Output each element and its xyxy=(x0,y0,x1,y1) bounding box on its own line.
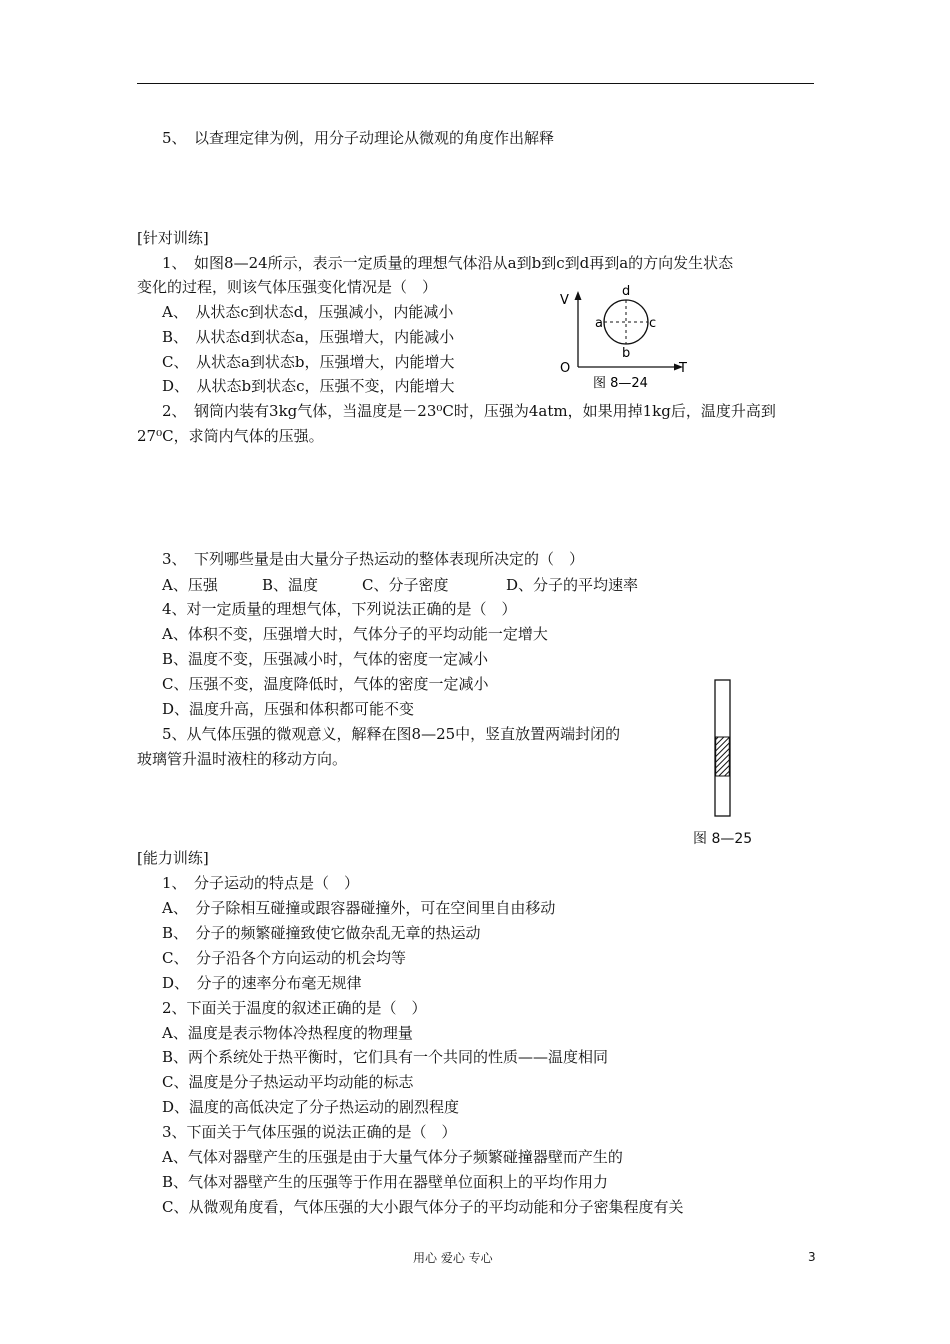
s2-q3-stem: 3、下面关于气体压强的说法正确的是（ ） xyxy=(162,1123,457,1141)
q4-option-b: B、温度不变，压强减小时，气体的密度一定减小 xyxy=(162,650,489,668)
q4-option-c: C、压强不变，温度降低时，气体的密度一定减小 xyxy=(162,675,489,693)
s2-q1-stem: 1、 分子运动的特点是（ ） xyxy=(162,874,360,892)
s2-q1-option-c: C、 分子沿各个方向运动的机会均等 xyxy=(162,949,406,967)
q1-stem-line2: 变化的过程，则该气体压强变化情况是（ ） xyxy=(137,278,438,296)
s2-q1-option-a: A、 分子除相互碰撞或跟容器碰撞外，可在空间里自由移动 xyxy=(162,899,556,917)
q3-option-a: A、压强 xyxy=(162,576,218,594)
q4-option-a: A、体积不变，压强增大时，气体分子的平均动能一定增大 xyxy=(162,625,548,643)
q2-stem-line1: 2、 钢筒内装有3kg气体，当温度是－23⁰C时，压强为4atm，如果用掉1kg后，温度升高到 xyxy=(162,402,776,420)
state-c-label: c xyxy=(649,316,657,331)
s2-q2-option-a: A、温度是表示物体冷热程度的物理量 xyxy=(162,1024,413,1042)
section-title-ability-training: [能力训练] xyxy=(137,849,209,867)
q3-option-b: B、温度 xyxy=(262,576,319,594)
header-rule xyxy=(137,83,814,84)
s2-q2-option-b: B、两个系统处于热平衡时，它们具有一个共同的性质——温度相同 xyxy=(162,1048,609,1066)
q3-option-d: D、分子的平均速率 xyxy=(506,576,639,594)
s2-q3-option-c: C、从微观角度看，气体压强的大小跟气体分子的平均动能和分子密集程度有关 xyxy=(162,1198,684,1216)
q4-option-d: D、温度升高，压强和体积都可能不变 xyxy=(162,700,415,718)
s2-q1-option-b: B、 分子的频繁碰撞致使它做杂乱无章的热运动 xyxy=(162,924,481,942)
s2-q2-stem: 2、下面关于温度的叙述正确的是（ ） xyxy=(162,999,427,1017)
q5-stem-line1: 5、从气体压强的微观意义，解释在图8—25中，竖直放置两端封闭的 xyxy=(162,725,621,743)
state-b-label: b xyxy=(622,346,631,361)
s2-q3-option-b: B、气体对器壁产生的压强等于作用在器壁单位面积上的平均作用力 xyxy=(162,1173,609,1191)
q1-option-d: D、 从状态b到状态c，压强不变，内能增大 xyxy=(162,377,455,395)
t-axis-label: T xyxy=(679,361,687,376)
origin-label: O xyxy=(560,361,571,376)
footer-text: 用心 爱心 专心 xyxy=(413,1251,493,1265)
v-axis-label: V xyxy=(560,293,569,308)
q1-option-b: B、 从状态d到状态a，压强增大，内能减小 xyxy=(162,328,455,346)
q4-stem: 4、对一定质量的理想气体，下列说法正确的是（ ） xyxy=(162,600,517,618)
q5-stem-line2: 玻璃管升温时液柱的移动方向。 xyxy=(137,750,348,768)
q3-stem: 3、 下列哪些量是由大量分子热运动的整体表现所决定的（ ） xyxy=(162,550,585,568)
q1-option-c: C、 从状态a到状态b，压强增大，内能增大 xyxy=(162,353,455,371)
s2-q3-option-a: A、气体对器壁产生的压强是由于大量气体分子频繁碰撞器壁而产生的 xyxy=(162,1148,623,1166)
state-a-label: a xyxy=(595,316,603,331)
page-number: 3 xyxy=(808,1250,816,1264)
question-5-top: 5、 以查理定律为例，用分子动理论从微观的角度作出解释 xyxy=(162,129,555,147)
q1-stem-line1: 1、 如图8—24所示，表示一定质量的理想气体沿从a到b到c到d再到a的方向发生状态 xyxy=(162,254,734,272)
section-title-targeted-training: [针对训练] xyxy=(137,229,209,247)
s2-q1-option-d: D、 分子的速率分布毫无规律 xyxy=(162,974,362,992)
s2-q2-option-d: D、温度的高低决定了分子热运动的剧烈程度 xyxy=(162,1098,460,1116)
q2-stem-line2: 27⁰C，求筒内气体的压强。 xyxy=(137,427,324,445)
figure-8-25-glass-tube xyxy=(705,676,745,821)
figure-8-25-caption: 图 8—25 xyxy=(693,831,753,847)
s2-q2-option-c: C、温度是分子热运动平均动能的标志 xyxy=(162,1073,414,1091)
figure-8-24-vt-diagram xyxy=(555,280,700,395)
q1-option-a: A、 从状态c到状态d，压强减小，内能减小 xyxy=(162,303,454,321)
figure-8-24-caption: 图 8—24 xyxy=(593,376,648,391)
q3-option-c: C、分子密度 xyxy=(362,576,449,594)
state-d-label: d xyxy=(622,284,631,299)
